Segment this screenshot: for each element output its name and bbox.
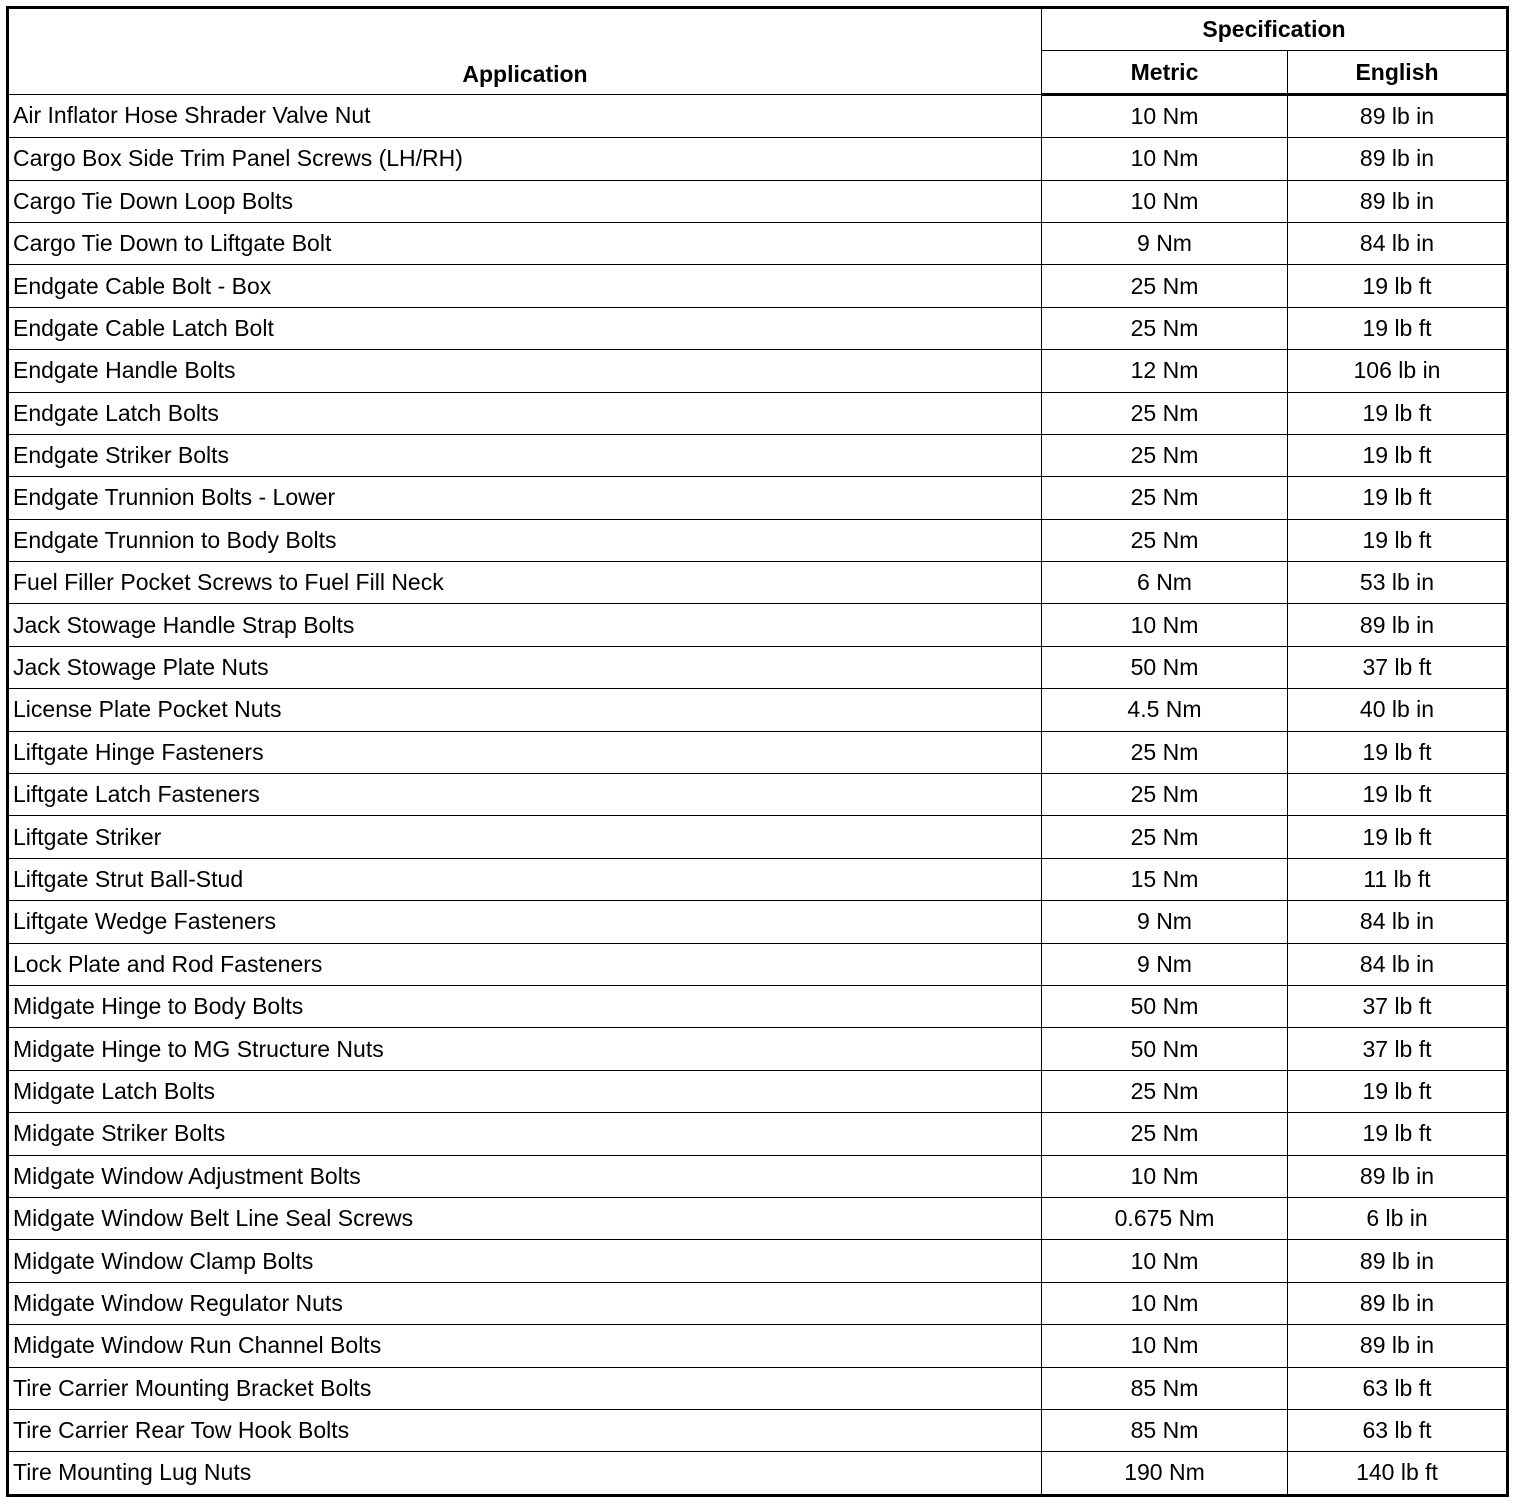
application-cell: Midgate Window Regulator Nuts (8, 1282, 1042, 1324)
english-cell: 11 lb ft (1288, 858, 1508, 900)
metric-cell: 9 Nm (1042, 901, 1288, 943)
metric-cell: 25 Nm (1042, 1070, 1288, 1112)
application-cell: Endgate Handle Bolts (8, 350, 1042, 392)
table-row (8, 1028, 1508, 1070)
english-cell: 89 lb in (1288, 1155, 1508, 1197)
application-cell: Liftgate Latch Fasteners (8, 774, 1042, 816)
english-cell: 84 lb in (1288, 943, 1508, 985)
table-row (8, 392, 1508, 434)
table-row (8, 1155, 1508, 1197)
table-row (8, 646, 1508, 688)
application-cell: Liftgate Wedge Fasteners (8, 901, 1042, 943)
table-row (8, 1197, 1508, 1239)
english-cell: 40 lb in (1288, 689, 1508, 731)
application-cell: Endgate Trunnion to Body Bolts (8, 519, 1042, 561)
application-cell: Endgate Striker Bolts (8, 434, 1042, 476)
application-cell: Midgate Hinge to Body Bolts (8, 985, 1042, 1027)
metric-cell: 190 Nm (1042, 1452, 1288, 1495)
metric-cell: 25 Nm (1042, 731, 1288, 773)
english-cell: 53 lb in (1288, 562, 1508, 604)
table-row (8, 1070, 1508, 1112)
application-cell: Cargo Tie Down Loop Bolts (8, 180, 1042, 222)
application-cell: Liftgate Strut Ball-Stud (8, 858, 1042, 900)
metric-cell: 10 Nm (1042, 94, 1288, 137)
metric-cell: 50 Nm (1042, 646, 1288, 688)
english-cell: 84 lb in (1288, 901, 1508, 943)
metric-cell: 10 Nm (1042, 1155, 1288, 1197)
table-row (8, 1282, 1508, 1324)
torque-specification-table (6, 6, 1509, 1497)
application-cell: Midgate Latch Bolts (8, 1070, 1042, 1112)
application-cell: Fuel Filler Pocket Screws to Fuel Fill Neck (8, 562, 1042, 604)
application-cell: Liftgate Hinge Fasteners (8, 731, 1042, 773)
application-cell: Midgate Window Clamp Bolts (8, 1240, 1042, 1282)
header-row-top (8, 8, 1508, 51)
table-row (8, 858, 1508, 900)
table-row (8, 1240, 1508, 1282)
english-cell: 37 lb ft (1288, 646, 1508, 688)
application-cell: Jack Stowage Plate Nuts (8, 646, 1042, 688)
english-cell: 6 lb in (1288, 1197, 1508, 1239)
table-row (8, 985, 1508, 1027)
metric-cell: 25 Nm (1042, 434, 1288, 476)
table-row (8, 816, 1508, 858)
english-cell: 37 lb ft (1288, 985, 1508, 1027)
application-cell: Midgate Window Belt Line Seal Screws (8, 1197, 1042, 1239)
metric-cell: 9 Nm (1042, 222, 1288, 264)
metric-column-header: Metric (1042, 51, 1288, 94)
application-cell: Endgate Latch Bolts (8, 392, 1042, 434)
metric-cell: 85 Nm (1042, 1367, 1288, 1409)
table-row (8, 901, 1508, 943)
metric-cell: 4.5 Nm (1042, 689, 1288, 731)
metric-cell: 10 Nm (1042, 180, 1288, 222)
application-cell: Midgate Window Adjustment Bolts (8, 1155, 1042, 1197)
english-cell: 19 lb ft (1288, 392, 1508, 434)
table-row (8, 1409, 1508, 1451)
metric-cell: 25 Nm (1042, 265, 1288, 307)
english-cell: 19 lb ft (1288, 477, 1508, 519)
application-cell: Midgate Window Run Channel Bolts (8, 1325, 1042, 1367)
application-cell: Tire Mounting Lug Nuts (8, 1452, 1042, 1495)
table-row (8, 307, 1508, 349)
metric-cell: 25 Nm (1042, 816, 1288, 858)
english-cell: 89 lb in (1288, 94, 1508, 137)
application-cell: Lock Plate and Rod Fasteners (8, 943, 1042, 985)
english-cell: 84 lb in (1288, 222, 1508, 264)
metric-cell: 10 Nm (1042, 604, 1288, 646)
english-cell: 89 lb in (1288, 604, 1508, 646)
english-cell: 19 lb ft (1288, 519, 1508, 561)
metric-cell: 15 Nm (1042, 858, 1288, 900)
english-cell: 106 lb in (1288, 350, 1508, 392)
application-cell: Endgate Cable Bolt - Box (8, 265, 1042, 307)
table-row (8, 1367, 1508, 1409)
application-cell: Liftgate Striker (8, 816, 1042, 858)
english-cell: 19 lb ft (1288, 1113, 1508, 1155)
application-cell: Air Inflator Hose Shrader Valve Nut (8, 94, 1042, 137)
metric-cell: 10 Nm (1042, 1240, 1288, 1282)
english-cell: 19 lb ft (1288, 816, 1508, 858)
english-cell: 63 lb ft (1288, 1367, 1508, 1409)
english-cell: 19 lb ft (1288, 307, 1508, 349)
table-row (8, 943, 1508, 985)
table-row (8, 265, 1508, 307)
table-row (8, 562, 1508, 604)
metric-cell: 9 Nm (1042, 943, 1288, 985)
english-cell: 140 lb ft (1288, 1452, 1508, 1495)
table-row (8, 604, 1508, 646)
metric-cell: 0.675 Nm (1042, 1197, 1288, 1239)
metric-cell: 25 Nm (1042, 392, 1288, 434)
metric-cell: 10 Nm (1042, 1325, 1288, 1367)
metric-cell: 50 Nm (1042, 985, 1288, 1027)
english-cell: 89 lb in (1288, 138, 1508, 180)
english-cell: 19 lb ft (1288, 774, 1508, 816)
table-row (8, 1452, 1508, 1495)
application-cell: Jack Stowage Handle Strap Bolts (8, 604, 1042, 646)
english-cell: 89 lb in (1288, 1325, 1508, 1367)
metric-cell: 6 Nm (1042, 562, 1288, 604)
table-row (8, 350, 1508, 392)
table-body (8, 94, 1508, 1495)
metric-cell: 25 Nm (1042, 307, 1288, 349)
metric-cell: 25 Nm (1042, 519, 1288, 561)
application-cell: Tire Carrier Rear Tow Hook Bolts (8, 1409, 1042, 1451)
metric-cell: 10 Nm (1042, 138, 1288, 180)
english-cell: 19 lb ft (1288, 265, 1508, 307)
english-cell: 37 lb ft (1288, 1028, 1508, 1070)
english-cell: 89 lb in (1288, 1240, 1508, 1282)
table-row (8, 434, 1508, 476)
application-cell: Endgate Trunnion Bolts - Lower (8, 477, 1042, 519)
english-cell: 63 lb ft (1288, 1409, 1508, 1451)
table-row (8, 477, 1508, 519)
table-row (8, 1325, 1508, 1367)
application-cell: Cargo Box Side Trim Panel Screws (LH/RH) (8, 138, 1042, 180)
specification-column-header: Specification (1042, 8, 1508, 51)
metric-cell: 85 Nm (1042, 1409, 1288, 1451)
metric-cell: 10 Nm (1042, 1282, 1288, 1324)
metric-cell: 25 Nm (1042, 477, 1288, 519)
table-row (8, 731, 1508, 773)
metric-cell: 25 Nm (1042, 774, 1288, 816)
english-cell: 89 lb in (1288, 1282, 1508, 1324)
table-row (8, 222, 1508, 264)
metric-cell: 50 Nm (1042, 1028, 1288, 1070)
table-row (8, 180, 1508, 222)
application-cell: License Plate Pocket Nuts (8, 689, 1042, 731)
table-row (8, 519, 1508, 561)
table-row (8, 94, 1508, 137)
application-cell: Midgate Hinge to MG Structure Nuts (8, 1028, 1042, 1070)
application-column-header: Application (8, 8, 1042, 95)
table-header (8, 8, 1508, 95)
application-cell: Endgate Cable Latch Bolt (8, 307, 1042, 349)
english-cell: 19 lb ft (1288, 434, 1508, 476)
english-cell: 19 lb ft (1288, 731, 1508, 773)
english-cell: 19 lb ft (1288, 1070, 1508, 1112)
english-column-header: English (1288, 51, 1508, 94)
table-row (8, 138, 1508, 180)
metric-cell: 25 Nm (1042, 1113, 1288, 1155)
application-cell: Cargo Tie Down to Liftgate Bolt (8, 222, 1042, 264)
english-cell: 89 lb in (1288, 180, 1508, 222)
table-row (8, 1113, 1508, 1155)
table-row (8, 689, 1508, 731)
application-cell: Midgate Striker Bolts (8, 1113, 1042, 1155)
table-row (8, 774, 1508, 816)
application-cell: Tire Carrier Mounting Bracket Bolts (8, 1367, 1042, 1409)
metric-cell: 12 Nm (1042, 350, 1288, 392)
